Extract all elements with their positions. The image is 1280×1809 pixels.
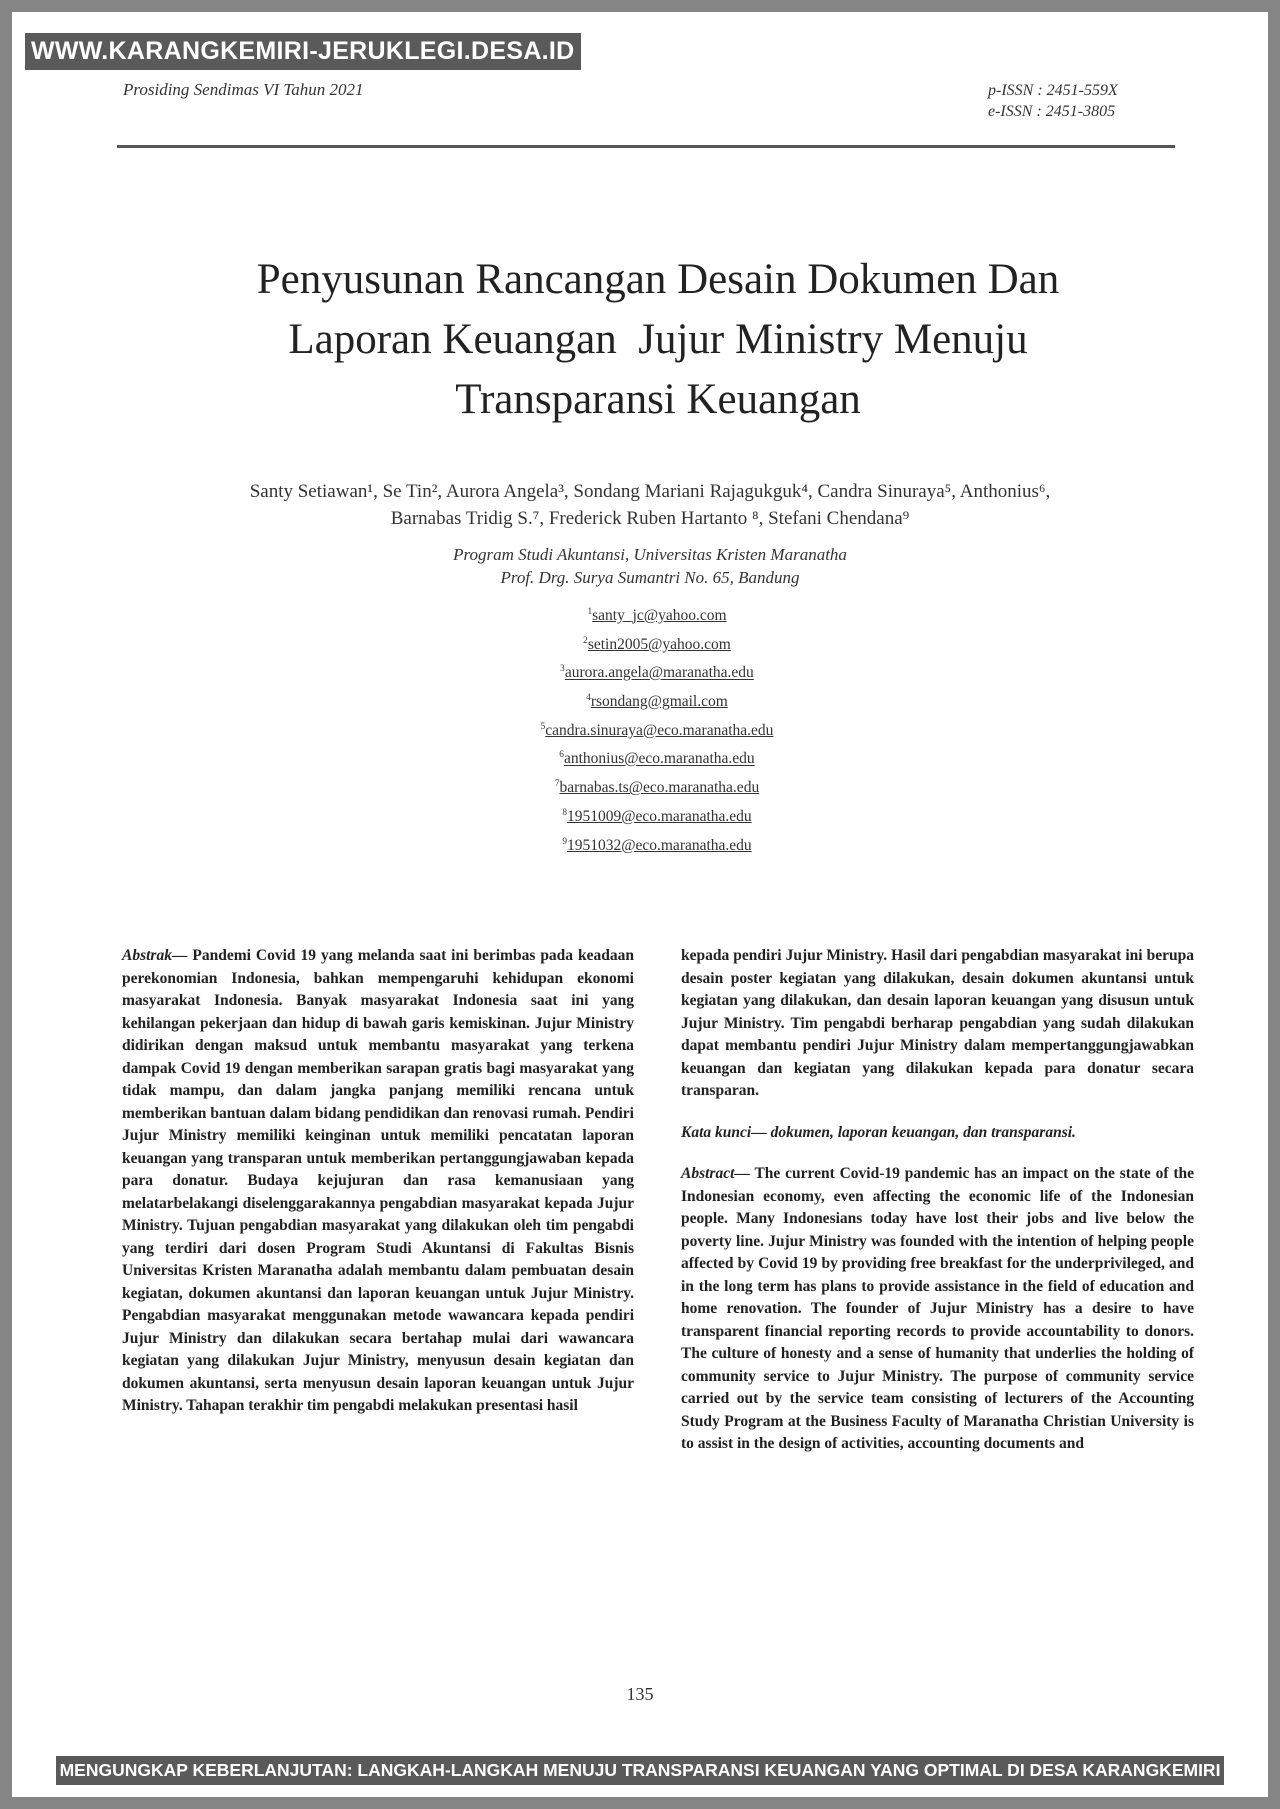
email-link[interactable]: setin2005@yahoo.com: [587, 635, 731, 653]
email-item[interactable]: $^7$barnabas.ts@eco.maranatha.edu: [554, 779, 760, 797]
abstrak-paragraph: [122, 945, 634, 1418]
email-link[interactable]: rsondang@gmail.com: [590, 693, 728, 711]
email-link[interactable]: candra.sinuraya@eco.maranatha.edu: [545, 721, 774, 739]
column-right: [681, 945, 1194, 1456]
paper-title: [100, 250, 1216, 430]
authors-line-2: Barnabas Tridig S.⁷, Frederick Ruben Hartanto ⁸, Stefani Chendana⁹: [390, 508, 910, 529]
issn-block: [988, 80, 1118, 122]
abstrak-label: Abstrak—: [122, 947, 188, 964]
affiliation: [130, 543, 1170, 589]
affiliation-address: Prof. Drg. Surya Sumantri No. 65, Bandung: [500, 568, 800, 587]
email-item[interactable]: $^5$candra.sinuraya@eco.maranatha.edu: [540, 721, 774, 739]
abstrak-text: Pandemi Covid 19 yang melanda saat ini berimbas pada keadaan perekonomian Indonesia, bahkan mempengaruhi kehidupan ekonomi masyarakat Indonesia. Banyak masyarakat Indonesia saat ini yang kehilangan pekerjaan dan hidup di bawah garis kemiskinan. Jujur Ministry didirikan dengan maksud untuk membantu masyarakat yang terkena dampak Covid 19 dengan memberikan sarapan gratis bagi masyarakat yang tidak mampu, dan dalam jangka panjang memiliki rencana untuk memberikan bantuan dalam bidang pendidikan dan renovasi rumah. Pendiri Jujur Ministry memiliki keinginan untuk memiliki pencatatan laporan keuangan yang transparan untuk memberikan pertanggungjawaban kepada para donatur. Budaya kejujuran dan rasa kemanusiaan yang melatarbelakangi diselenggarakannya pengabdian masyarakat kepada Jujur Ministry. Tujuan pengabdian masyarakat yang dilakukan oleh tim pengabdi yang terdiri dari dosen Program Studi Akuntansi di Fakultas Bisnis Universitas Kristen Maranatha adalah membantu dalam pembuatan desain kegiatan, dokumen akuntansi dan laporan keuangan untuk Jujur Ministry. Pengabdian masyarakat menggunakan metode wawancara kepada pendiri Jujur Ministry dan dilakukan secara bertahap mulai dari wawancara kegiatan yang dilakukan Jujur Ministry, menyusun desain kegiatan dan dokumen akuntansi, serta menyusun desain laporan keuangan untuk Jujur Ministry. Tahapan terakhir tim pengabdi melakukan presentasi hasil: [122, 947, 634, 1414]
abstract-text: The current Covid-19 pandemic has an impact on the state of the Indonesian economy, even affecting the economic life of the Indonesian people. Many Indonesians today have lost their jobs and live below the poverty line. Jujur Ministry was founded with the intention of helping people affected by Covid 19 by providing free breakfast for the underprivileged, and in the long term has plans to provide assistance in the field of education and home renovation. The founder of Jujur Ministry has a desire to have transparent financial reporting records to provide accountability to donors. The culture of honesty and a sense of humanity that underlies the holding of community service to Jujur Ministry. The purpose of community service carried out by the service team consisting of lecturers of the Accounting Study Program at the Business Faculty of Maranatha Christian University is to assist in the design of activities, accounting documents and: [681, 1165, 1194, 1452]
affiliation-program: Program Studi Akuntansi, Universitas Kristen Maranatha: [453, 545, 847, 564]
authors-line-1: Santy Setiawan¹, Se Tin², Aurora Angela³, Sondang Mariani Rajagukguk⁴, Candra Sinuraya⁵, Anthonius⁶,: [249, 481, 1051, 502]
watermark-caption: MENGUNGKAP KEBERLANJUTAN: LANGKAH-LANGKAH MENUJU TRANSPARANSI KEUANGAN YANG OPTIMAL DI DESA KARANGKEMIRI: [56, 1756, 1224, 1785]
column-left: [122, 945, 634, 1418]
email-item[interactable]: $^4$rsondang@gmail.com: [586, 693, 728, 711]
email-link[interactable]: 1951009@eco.maranatha.edu: [566, 807, 752, 825]
email-item[interactable]: $^9$1951032@eco.maranatha.edu: [562, 836, 752, 854]
email-item[interactable]: $^2$setin2005@yahoo.com: [583, 635, 731, 653]
p-issn: p-ISSN : 2451-559X: [988, 82, 1118, 99]
abstrak-continued: kepada pendiri Jujur Ministry. Hasil dari pengabdian masyarakat ini berupa desain poster kegiatan yang dilakukan, desain dokumen akuntansi untuk kegiatan yang dilakukan, dan desain laporan keuangan yang disusun untuk Jujur Ministry. Tim pengabdi berharap pengabdian yang sudah dilakukan dapat membantu pendiri Jujur Ministry dalam mempertanggungjawabkan keuangan dan kegiatan yang dilakukan kepada para donatur secara transparan.: [681, 947, 1194, 1099]
email-item[interactable]: $^6$anthonius@eco.maranatha.edu: [559, 750, 755, 768]
title-line-1: Penyusunan Rancangan Desain Dokumen Dan: [256, 256, 1060, 303]
email-link[interactable]: barnabas.ts@eco.maranatha.edu: [559, 779, 760, 797]
email-link[interactable]: anthonius@eco.maranatha.edu: [563, 750, 755, 768]
email-link[interactable]: aurora.angela@maranatha.edu: [564, 664, 754, 682]
keywords: Kata kunci— dokumen, laporan keuangan, dan transparansi.: [681, 1123, 1076, 1141]
e-issn: e-ISSN : 2451-3805: [988, 103, 1116, 120]
email-item[interactable]: $^8$1951009@eco.maranatha.edu: [562, 807, 752, 825]
title-line-3: Transparansi Keuangan: [455, 376, 861, 423]
author-list: [130, 478, 1170, 532]
page-number: 135: [626, 1684, 654, 1704]
email-item[interactable]: $^1$santy_jc@yahoo.com: [587, 607, 727, 625]
watermark-url: WWW.KARANGKEMIRI-JERUKLEGI.DESA.ID: [25, 33, 581, 70]
abstract-label: Abstract—: [681, 1165, 750, 1182]
header-rule: [117, 145, 1175, 148]
email-list: [420, 598, 894, 856]
email-link[interactable]: 1951032@eco.maranatha.edu: [566, 836, 752, 854]
email-link[interactable]: santy_jc@yahoo.com: [592, 607, 727, 625]
abstract-paragraph: [681, 1163, 1194, 1456]
email-item[interactable]: $^3$aurora.angela@maranatha.edu: [560, 664, 754, 682]
title-line-2: Laporan Keuangan Jujur Ministry Menuju: [288, 316, 1028, 363]
journal-name: Prosiding Sendimas VI Tahun 2021: [123, 80, 364, 99]
